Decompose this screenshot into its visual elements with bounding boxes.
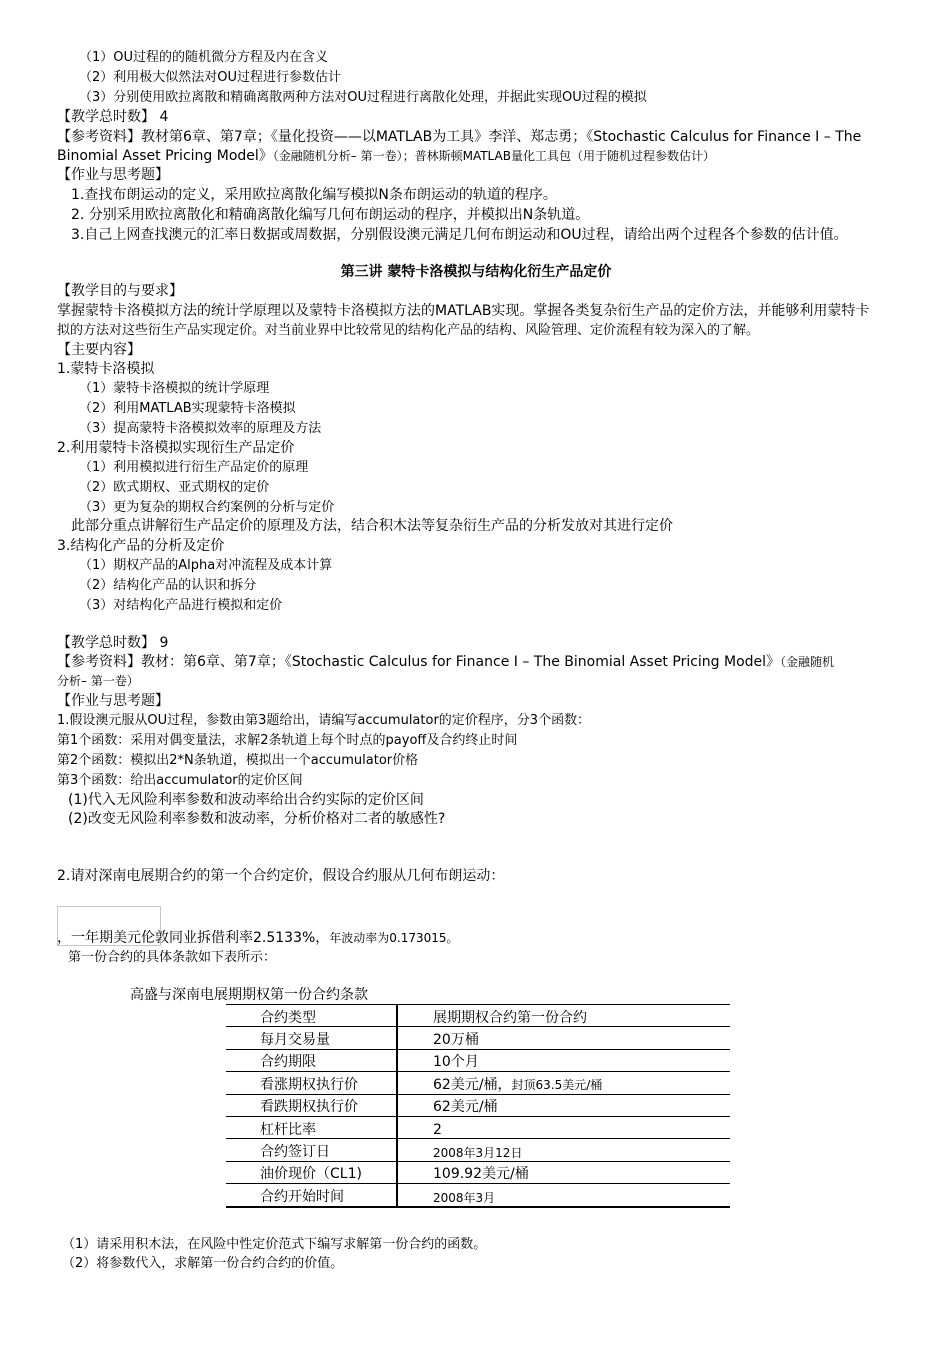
sec2-hw-item: 1.查找布朗运动的定义，采用欧拉离散化编写模拟N条布朗运动的轨道的程序。 (71, 187, 557, 203)
hw3-sub: (1)代入无风险利率参数和波动率给出合约实际的定价区间 (68, 792, 424, 808)
table-cell-label: 油价现价（CL1) (226, 1161, 397, 1183)
sec2-item: （3）分别使用欧拉离散和精确离散两种方法对OU过程进行离散化处理，并据此实现OU过程的模拟 (79, 90, 647, 105)
part3-title: 3.结构化产品的分析及定价 (57, 538, 225, 554)
libor-rate: ，一年期美元伦敦同业拆借利率2.5133%， (57, 930, 330, 946)
part2-item: （2）欧式期权、亚式期权的定价 (79, 480, 270, 495)
lecture-title: 第三讲 蒙特卡洛模拟与结构化衍生产品定价 (340, 264, 612, 280)
table-row (226, 1027, 730, 1049)
refs3-line2: 分析– 第一卷） (57, 674, 139, 688)
table-cell-label: 看涨期权执行价 (226, 1072, 397, 1094)
goal-line: 掌握蒙特卡洛模拟方法的统计学原理以及蒙特卡洛模拟方法的MATLAB实现。掌握各类复杂衍生产品的定价方法，并能够利用蒙特卡 (57, 303, 870, 319)
table-cell-value (397, 1072, 730, 1094)
final-item: （2）将参数代入，求解第一份合约合约的价值。 (62, 1256, 344, 1271)
table-row (226, 1094, 730, 1116)
refs3-line1 (57, 655, 834, 669)
table-cell-label: 合约开始时间 (226, 1184, 397, 1207)
call-cap: 封顶63.5美元/桶 (511, 1077, 603, 1092)
sec2-refs-line1: 【参考资料】教材第6章、第7章；《量化投资——以MATLAB为工具》李洋、郑志勇；《Stochastic Calculus for Finance I – The (57, 129, 862, 145)
sec2-hw-item: 2. 分别采用欧拉离散化和精确离散化编写几何布朗运动的程序，并模拟出N条轨道。 (71, 207, 590, 223)
table-row (226, 1005, 730, 1027)
table-row (226, 1161, 730, 1183)
sec2-item: （2）利用极大似然法对OU过程进行参数估计 (79, 70, 342, 85)
table-cell-label: 看跌期权执行价 (226, 1094, 397, 1116)
sec2-hw-title: 【作业与思考题】 (57, 167, 169, 183)
sec2-item: （1）OU过程的的随机微分方程及内在含义 (79, 50, 329, 65)
table-cell-label: 合约类型 (226, 1005, 397, 1027)
final-item: （1）请采用积木法，在风险中性定价范式下编写求解第一份合约的函数。 (62, 1237, 487, 1252)
hw3-q2: 2.请对深南电展期合约的第一个合约定价，假设合约服从几何布朗运动： (57, 868, 505, 884)
sec2-refs-rest: （金融随机分析– 第一卷）；普林斯顿MATLAB量化工具包（用于随机过程参数估计） (272, 149, 715, 163)
part2-note: 此部分重点讲解衍生产品定价的原理及方法，结合积木法等复杂衍生产品的分析发放对其进行定价 (71, 518, 673, 534)
table-cell-label: 合约签订日 (226, 1139, 397, 1161)
volatility: 年波动率为0.173015。 (329, 931, 459, 945)
sec2-hw-item: 3.自己上网查找澳元的汇率日数据或周数据，分别假设澳元满足几何布朗运动和OU过程，请给出两个过程各个参数的估计值。 (71, 227, 848, 243)
hw3-q1: 1.假设澳元服从OU过程，参数由第3题给出，请编写accumulator的定价程序，分3个函数： (57, 713, 591, 728)
refs3-main: 【参考资料】教材：第6章、第7章；《Stochastic Calculus for Finance I – The Binomial Asset Pricing Model》 (57, 654, 781, 670)
call-strike: 62美元/桶， (433, 1076, 512, 1093)
table-row (226, 1049, 730, 1071)
table-cell-value: 20万桶 (397, 1027, 730, 1049)
content-title: 【主要内容】 (57, 342, 141, 358)
table-row (226, 1116, 730, 1138)
hw3-func: 第1个函数：采用对偶变量法，求解2条轨道上每个时点的payoff及合约终止时间 (57, 733, 518, 748)
table-cell-label: 每月交易量 (226, 1027, 397, 1049)
sec2-refs-book: Binomial Asset Pricing Model》 (57, 148, 273, 164)
table-row (226, 1184, 730, 1207)
part2-item: （3）更为复杂的期权合约案例的分析与定价 (79, 500, 335, 515)
part3-item: （1）期权产品的Alpha对冲流程及成本计算 (79, 558, 333, 573)
part2-title: 2.利用蒙特卡洛模拟实现衍生产品定价 (57, 440, 295, 456)
table-row (226, 1139, 730, 1161)
contract-terms-table (226, 1004, 730, 1208)
refs3-tail: （金融随机 (780, 655, 835, 669)
part1-title: 1.蒙特卡洛模拟 (57, 361, 155, 377)
part1-item: （3）提高蒙特卡洛模拟效率的原理及方法 (79, 421, 322, 436)
table-cell-value: 2008年3月 (397, 1184, 730, 1207)
table-cell-value: 10个月 (397, 1049, 730, 1071)
part2-item: （1）利用模拟进行衍生产品定价的原理 (79, 460, 309, 475)
part3-item: （2）结构化产品的认识和拆分 (79, 578, 257, 593)
rate-line (57, 931, 459, 945)
part1-item: （1）蒙特卡洛模拟的统计学原理 (79, 381, 270, 396)
table-cell-value: 2 (397, 1116, 730, 1138)
table-caption: 高盛与深南电展期期权第一份合约条款 (130, 987, 368, 1003)
terms-intro: 第一份合约的具体条款如下表所示： (68, 950, 277, 965)
sec2-refs-line2 (57, 149, 715, 163)
hw3-sub: (2)改变无风险利率参数和波动率，分析价格对二者的敏感性? (68, 811, 446, 827)
table-cell-value: 109.92美元/桶 (397, 1161, 730, 1183)
hw3-func: 第2个函数：模拟出2*N条轨道，模拟出一个accumulator价格 (57, 753, 419, 768)
table-cell-label: 杠杆比率 (226, 1116, 397, 1138)
part3-item: （3）对结构化产品进行模拟和定价 (79, 598, 283, 613)
hw3-title: 【作业与思考题】 (57, 693, 169, 709)
goal-title: 【教学目的与要求】 (57, 283, 183, 299)
goal-line: 拟的方法对这些衍生产品实现定价。对当前业界中比较常见的结构化产品的结构、风险管理、定价流程有较为深入的了解。 (57, 323, 760, 338)
table-cell-label: 合约期限 (226, 1049, 397, 1071)
table-cell-value: 62美元/桶 (397, 1094, 730, 1116)
table-row (226, 1072, 730, 1094)
table-cell-value: 2008年3月12日 (397, 1139, 730, 1161)
table-cell-value: 展期期权合约第一份合约 (397, 1005, 730, 1027)
hours3: 【教学总时数】 9 (57, 635, 169, 651)
sec2-hours: 【教学总时数】 4 (57, 109, 169, 125)
hw3-func: 第3个函数：给出accumulator的定价区间 (57, 773, 303, 788)
part1-item: （2）利用MATLAB实现蒙特卡洛模拟 (79, 401, 296, 416)
